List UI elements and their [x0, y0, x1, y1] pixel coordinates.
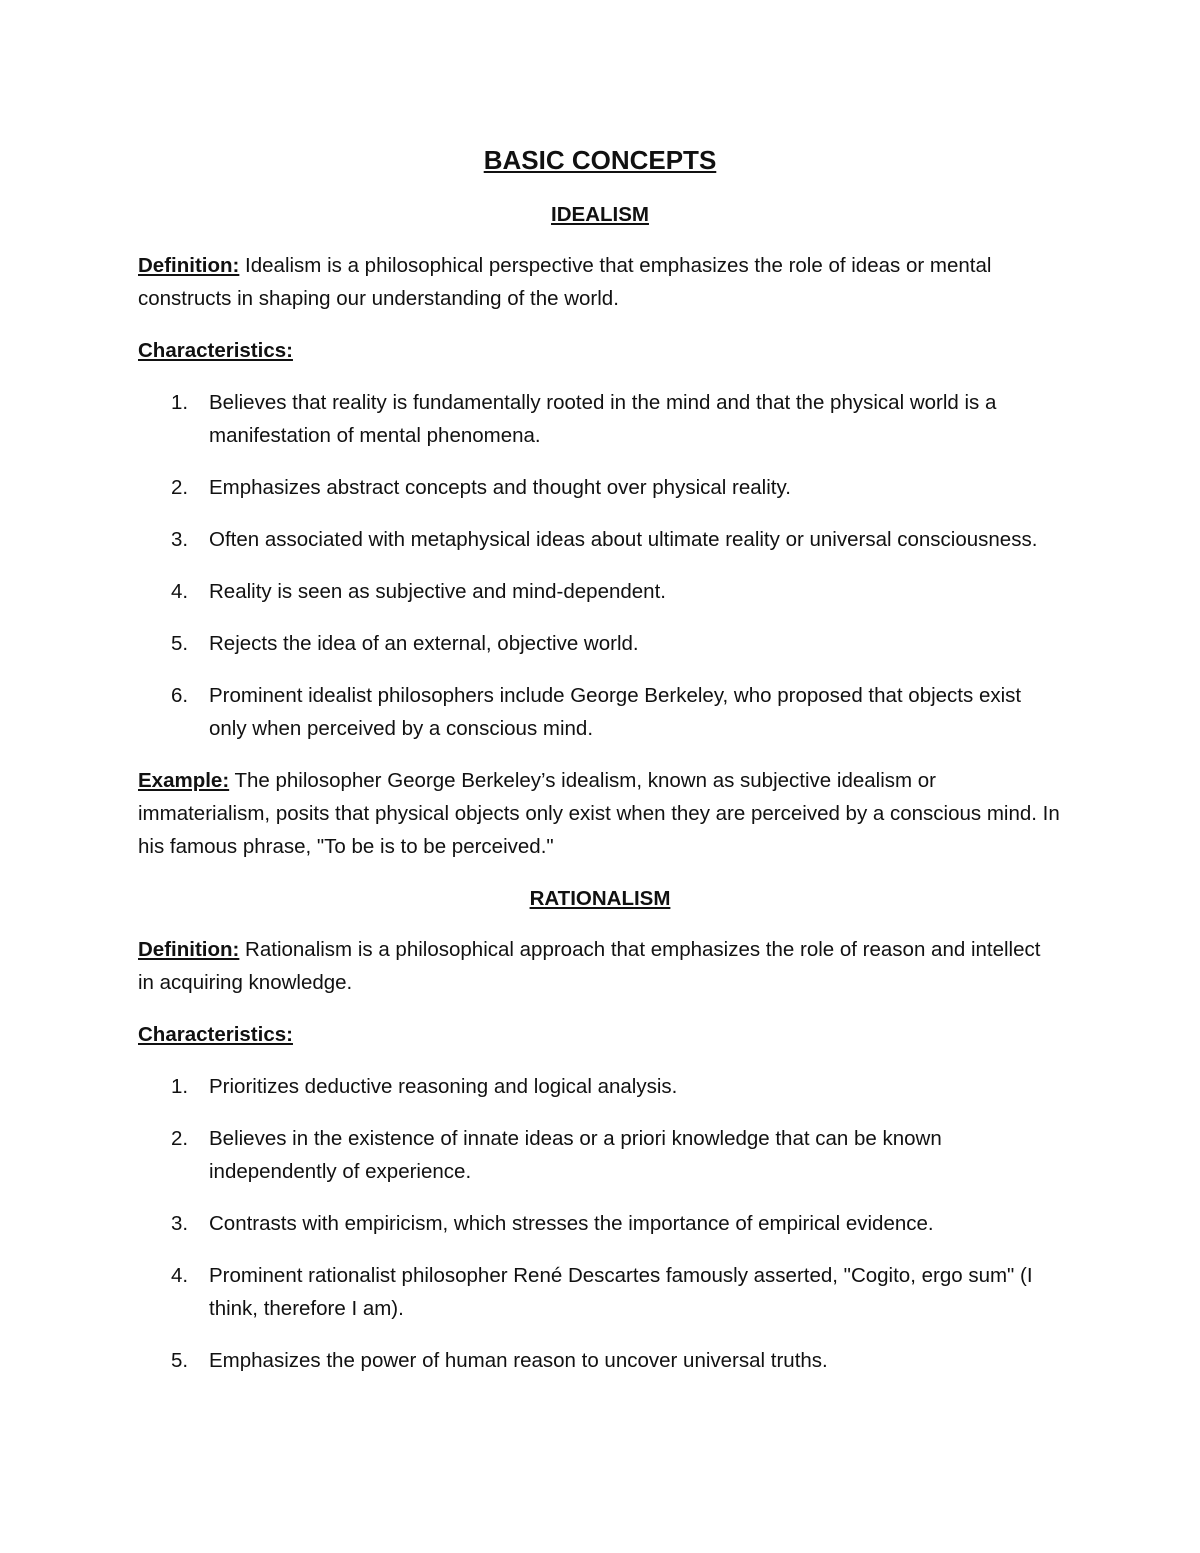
list-item — [138, 1259, 1062, 1325]
example-label: Example: — [138, 769, 230, 792]
section-heading-idealism: IDEALISM — [551, 203, 649, 226]
list-item-text: Emphasizes the power of human reason to uncover universal truths. — [209, 1349, 828, 1372]
list-number: 4. — [171, 1264, 189, 1287]
list-item-text: Rejects the idea of an external, objective world. — [209, 632, 639, 655]
list-item — [138, 523, 1062, 556]
list-item-text: Believes that reality is fundamentally rooted in the mind and that the physical world is a manifestation of mental phenomena. — [209, 391, 997, 447]
list-item-text: Often associated with metaphysical ideas about ultimate reality or universal consciousness. — [209, 528, 1038, 551]
rationalism-characteristics-list — [138, 1070, 1062, 1377]
list-number: 6. — [171, 684, 189, 707]
list-item — [138, 1207, 1062, 1240]
list-number: 3. — [171, 528, 189, 551]
idealism-characteristics-heading — [138, 334, 1062, 367]
list-item — [138, 386, 1062, 452]
idealism-definition — [138, 249, 1062, 315]
list-number: 2. — [171, 1127, 189, 1150]
list-item — [138, 679, 1062, 745]
list-number: 3. — [171, 1212, 189, 1235]
document-title: BASIC CONCEPTS — [483, 145, 717, 175]
idealism-example — [138, 764, 1062, 863]
list-item-text: Prominent rationalist philosopher René Descartes famously asserted, "Cogito, ergo sum" (I think, therefore I am). — [209, 1264, 1033, 1320]
list-number: 4. — [171, 580, 189, 603]
list-number: 2. — [171, 476, 189, 499]
list-item — [138, 627, 1062, 660]
list-item-text: Contrasts with empiricism, which stresses the importance of empirical evidence. — [209, 1212, 934, 1235]
list-item-text: Emphasizes abstract concepts and thought over physical reality. — [209, 476, 791, 499]
list-item — [138, 1070, 1062, 1103]
list-item — [138, 1122, 1062, 1188]
characteristics-label: Characteristics: — [138, 1023, 293, 1046]
rationalism-characteristics-heading — [138, 1018, 1062, 1051]
definition-text: Rationalism is a philosophical approach that emphasizes the role of reason and intellect in acquiring knowledge. — [138, 938, 1041, 994]
list-item — [138, 471, 1062, 504]
document-page — [138, 140, 1062, 1396]
idealism-characteristics-list — [138, 386, 1062, 745]
section-heading-rationalism: RATIONALISM — [529, 887, 671, 910]
list-item-text: Prioritizes deductive reasoning and logical analysis. — [209, 1075, 678, 1098]
definition-label: Definition: — [138, 254, 240, 277]
list-item — [138, 575, 1062, 608]
list-number: 5. — [171, 632, 189, 655]
definition-text: Idealism is a philosophical perspective that emphasizes the role of ideas or mental constructs in shaping our understanding of the world. — [138, 254, 992, 310]
list-item-text: Believes in the existence of innate ideas or a priori knowledge that can be known independently of experience. — [209, 1127, 942, 1183]
rationalism-definition — [138, 933, 1062, 999]
list-item-text: Reality is seen as subjective and mind-dependent. — [209, 580, 666, 603]
example-text: The philosopher George Berkeley’s idealism, known as subjective idealism or immaterialism, posits that physical objects only exist when they are perceived by a conscious mind. In his famous phrase, "To be is to be perceived." — [138, 769, 1060, 858]
list-number: 1. — [171, 391, 189, 414]
list-number: 5. — [171, 1349, 189, 1372]
list-item — [138, 1344, 1062, 1377]
list-item-text: Prominent idealist philosophers include George Berkeley, who proposed that objects exist only when perceived by a conscious mind. — [209, 684, 1022, 740]
characteristics-label: Characteristics: — [138, 339, 293, 362]
definition-label: Definition: — [138, 938, 240, 961]
list-number: 1. — [171, 1075, 189, 1098]
